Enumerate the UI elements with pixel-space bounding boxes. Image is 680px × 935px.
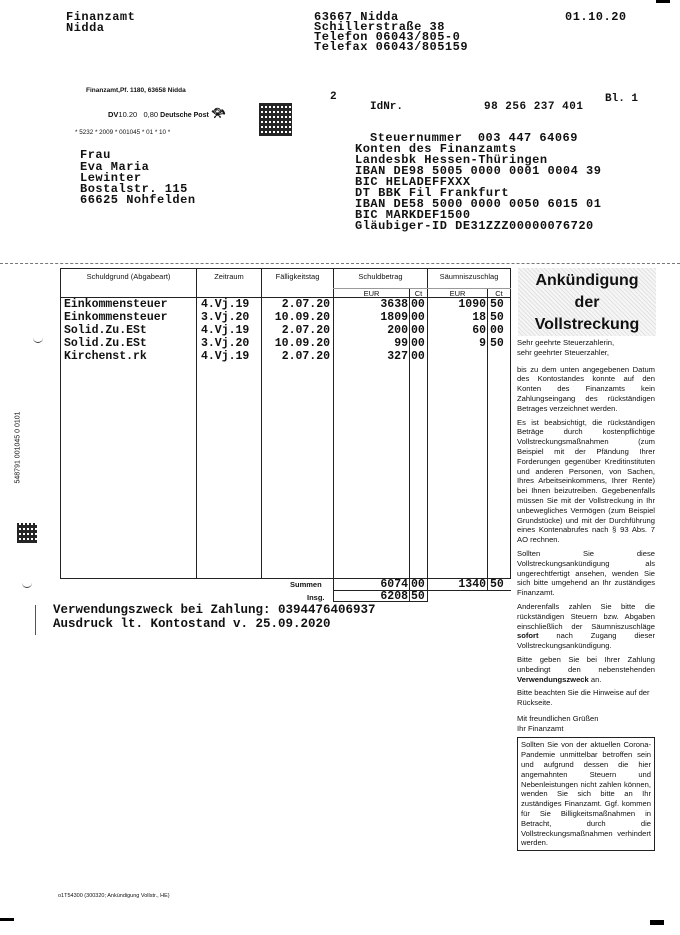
row-surcharge-ct: 50 (490, 298, 504, 311)
total-amount-eur: 6208 (380, 590, 408, 603)
notice-paragraph-3: Sollten Sie diese Vollstreckungsankündigung als ungerechtfertigt ansehen, wenden Sie sich bitte umgehend an Ihr zuständiges Finanzamt. (517, 548, 655, 598)
recipient-name1: Eva Maria (80, 160, 150, 174)
recipient-name2: Lewinter (80, 171, 142, 185)
postage-dv: DV (108, 110, 119, 119)
row-amount-ct: 00 (411, 350, 425, 363)
notice-paragraph-2: Es ist beabsichtigt, die rückständigen Beträge durch kostenpflichtige Vollstreckungsmaßnahmen (zum Beispiel mit der Pfändung Ihrer Forderungen gegenüber Kreditinstituten und anderen Personen, von Sachen, Ihres Arbeitseinkommens, Ihrer Rente) bei Ihnen beizutreiben. Gegebenenfalls müssen Sie mit der Vollstreckung in Ihr unbewegliches Vermögen (zum Beispiel Grundstücke) und mit der Durchführung eines Kontenabrufes nach § 93 Abs. 7 AO rechnen. (517, 417, 655, 545)
notice-paragraph-1: bis zu dem unten angegebenen Datum des Kontostandes konnte auf den Konten des Finanzamts kein Zahlungseingang des rückständigen Betrages verzeichnet werden. (517, 364, 655, 413)
idnr-label: IdNr. (370, 101, 404, 113)
notice-paragraph-4 (517, 602, 655, 651)
bank1-name: Landesbk Hessen-Thüringen (355, 153, 548, 167)
margin-rule (35, 605, 36, 635)
row-surcharge-eur: 18 (472, 311, 486, 324)
corner-mark-right (650, 920, 664, 925)
postage-amount: 0,80 (143, 110, 159, 119)
row-amount-eur: 99 (394, 337, 408, 350)
fold-mark-1 (33, 338, 43, 343)
notice-p4-tail: nach Zugang dieser Vollstreckungsankündigung. (517, 631, 655, 651)
bank2-iban: IBAN DE58 5000 0000 0050 6015 01 (355, 197, 602, 211)
row-reason: Einkommensteuer (64, 298, 168, 311)
sums-surcharge-eur: 1340 (458, 578, 486, 591)
row-due: 2.07.20 (281, 350, 330, 363)
office-address-line2: Schillerstraße 38 (314, 20, 445, 34)
header-due: Fälligkeitstag (275, 272, 320, 281)
row-period: 4.Vj.19 (201, 350, 250, 363)
row-reason: Solid.Zu.ESt (64, 337, 147, 350)
sums-surcharge-ct: 50 (490, 578, 504, 591)
row-surcharge-ct: 00 (490, 324, 504, 337)
row-period: 3.Vj.20 (201, 337, 250, 350)
letter-date: 01.10.20 (565, 10, 627, 24)
postage-matrix-code (259, 103, 292, 136)
postage-carrier: Deutsche Post (160, 112, 209, 119)
header-amount: Schuldbetrag (358, 272, 403, 281)
notice-p5-text: Bitte geben Sie bei Ihrer Zahlung unbedingt den nebenstehenden (517, 654, 655, 674)
row-amount-eur: 200 (387, 324, 408, 337)
return-address: Finanzamt,Pf. 1180, 63658 Nidda (86, 87, 186, 94)
side-matrix-code (17, 523, 37, 543)
row-amount-ct: 00 (411, 298, 425, 311)
postage-line (108, 106, 226, 120)
row-period: 3.Vj.20 (201, 311, 250, 324)
bank-heading: Konten des Finanzamts (355, 142, 517, 156)
notice-title-line2: der (574, 294, 600, 311)
sender-city: Nidda (66, 21, 105, 35)
row-surcharge-ct: 50 (490, 337, 504, 350)
row-reason: Solid.Zu.ESt (64, 324, 147, 337)
side-code: 548791 001045 0 0101 (14, 411, 22, 484)
header-surcharge-eur: EUR (449, 289, 466, 298)
header-amount-ct: Ct (414, 289, 423, 298)
row-due: 2.07.20 (281, 324, 330, 337)
tracking-code: * 5232 * 2009 * 001045 * 01 * 10 * (75, 129, 171, 136)
row-amount-eur: 1809 (380, 311, 408, 324)
bank1-bic: BIC HELADEFFXXX (355, 175, 471, 189)
row-surcharge-ct: 50 (490, 311, 504, 324)
sums-amount-ct: 00 (411, 578, 425, 591)
header-reason: Schuldgrund (Abgabeart) (86, 272, 171, 281)
bank2-name: DT BBK Fil Frankfurt (355, 186, 510, 200)
row-due: 2.07.20 (281, 298, 330, 311)
row-amount-ct: 00 (411, 337, 425, 350)
tax-number: Steuernummer 003 447 64069 (370, 131, 578, 145)
account-statement-date: Ausdruck lt. Kontostand v. 25.09.2020 (53, 617, 331, 631)
notice-salutation1: Sehr geehrte Steuerzahlerin, (517, 338, 615, 347)
notice-p5-tail: an. (588, 674, 602, 684)
recipient-street: Bostalstr. 115 (80, 182, 188, 196)
notice-paragraph-6: Bitte beachten Sie die Hinweise auf der Rückseite. (517, 688, 650, 708)
corner-mark-left (0, 918, 14, 921)
header-surcharge: Säumniszuschlag (439, 272, 499, 281)
corona-notice-box: Sollten Sie von der aktuellen Corona-Pandemie unmittelbar betroffen sein und aufgrund dessen die hier angemahnten Steuern und Nebenleistungen nicht zahlen können, wenden Sie sich bitte an Ihr zuständiges Finanzamt. Ggf. kommen für Sie Billigkeitsmaßnahmen in Betracht, durch die Vollstreckungsmaßnahmen verhindert werden. (517, 737, 655, 851)
fold-line (0, 263, 680, 264)
row-reason: Einkommensteuer (64, 311, 168, 324)
notice-title-line3: Vollstreckung (534, 316, 640, 333)
bank2-bic: BIC MARKDEF1500 (355, 208, 471, 222)
corner-mark-top-right (656, 0, 670, 3)
notice-salutation2: sehr geehrter Steuerzahler, (517, 347, 610, 357)
office-address-line1: 63667 Nidda (314, 10, 399, 24)
recipient-salutation: Frau (80, 148, 111, 162)
notice-closing1: Mit freundlichen Grüßen (517, 713, 599, 723)
sender-office: Finanzamt (66, 10, 136, 24)
row-due: 10.09.20 (274, 337, 330, 350)
row-amount-eur: 327 (387, 350, 408, 363)
row-period: 4.Vj.19 (201, 298, 250, 311)
creditor-id: Gläubiger-ID DE31ZZZ00000076720 (355, 219, 594, 233)
row-amount-eur: 3638 (380, 298, 408, 311)
row-surcharge-eur: 1090 (458, 298, 486, 311)
total-label: Insg. (307, 593, 325, 602)
total-amount-ct: 50 (411, 590, 425, 603)
sheet-number: Bl. 1 (605, 93, 639, 105)
page-number: 2 (330, 91, 337, 103)
postage-dv-date: 10.20 (118, 110, 138, 119)
notice-p4-text: Anderenfalls zahlen Sie bitte die rückständigen Steuern bzw. Abgaben einschließlich der Säumniszuschläge (517, 601, 655, 631)
notice-title-line1: Ankündigung (535, 272, 639, 289)
notice-p4-emphasis: sofort (517, 631, 539, 641)
fold-mark-2 (22, 583, 32, 588)
header-amount-eur: EUR (363, 289, 380, 298)
post-horn-icon: 📯︎ (210, 106, 227, 120)
header-surcharge-ct: Ct (495, 289, 503, 298)
bank1-iban: IBAN DE98 5005 0000 0001 0004 39 (355, 164, 602, 178)
notice-paragraph-5 (517, 655, 655, 684)
office-phone: Telefon 06043/805-0 (314, 30, 461, 44)
payment-purpose: Verwendungszweck bei Zahlung: 0394476406937 (53, 603, 376, 617)
notice-text (517, 338, 655, 851)
notice-p5-emphasis: Verwendungszweck (517, 674, 589, 684)
form-footer: o1T54300 (300320; Ankündigung Vollstr., HE) (58, 893, 170, 899)
row-amount-ct: 00 (411, 311, 425, 324)
office-fax: Telefax 06043/805159 (314, 40, 469, 54)
row-period: 4.Vj.19 (201, 324, 250, 337)
row-surcharge-eur: 60 (472, 324, 486, 337)
row-surcharge-eur: 9 (479, 337, 486, 350)
row-reason: Kirchenst.rk (64, 350, 147, 363)
notice-closing2: Ihr Finanzamt (517, 723, 564, 733)
row-amount-ct: 00 (411, 324, 425, 337)
row-due: 10.09.20 (274, 311, 330, 324)
header-period: Zeitraum (214, 272, 244, 281)
idnr-value: 98 256 237 401 (484, 101, 584, 113)
sums-amount-eur: 6074 (380, 578, 408, 591)
sums-label: Summen (290, 580, 322, 589)
recipient-city: 66625 Nohfelden (80, 193, 196, 207)
